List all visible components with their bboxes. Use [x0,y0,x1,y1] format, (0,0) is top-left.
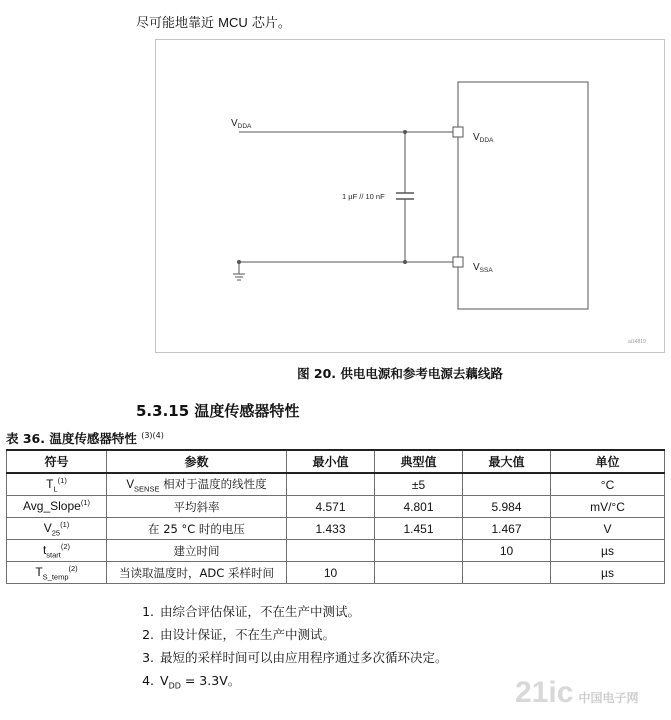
decoupling-diagram [155,39,665,353]
unit-cell: µs [551,540,665,562]
footnote-4: 4. $V_{DD} = 3.3V$。 [158,669,448,698]
table-title [6,429,164,447]
table-header-row [7,450,665,473]
table-row [7,562,665,584]
intro-suffix: 芯片。 [251,16,291,31]
header-symbol: 符号 [7,450,107,473]
symbol-cell: $T_L^{(1)}$ [7,473,107,496]
unit-cell: mV/°C [551,496,665,518]
parameter-cell: 平均斜率 [107,496,287,518]
watermark-site: 中国电子网 [578,691,639,705]
header-max: 最大值 [463,450,551,473]
junction-dot-bottom [403,260,407,264]
typ-cell: 4.801 [375,496,463,518]
symbol-cell: Avg_Slope$^{(1)}$ [7,496,107,518]
unit-cell: °C [551,473,665,496]
section-heading: 5.3.15 温度传感器特性 [136,402,300,420]
intro-text [136,12,291,31]
table-title-text: 表 36. 温度传感器特性 [6,431,137,446]
typ-cell [375,540,463,562]
intro-mcu: MCU [218,15,248,30]
vssa-pin-label: $V_{SSA}$ [473,262,493,274]
min-cell [287,473,375,496]
max-cell: 1.467 [463,518,551,540]
parameter-cell: $V_{SENSE}$ 相对于温度的线性度 [107,473,287,496]
capacitor-label: 1 µF // 10 nF [342,192,385,201]
symbol-cell: $T_{S\_temp}^{(2)}$ [7,562,107,584]
footnotes-list [138,600,448,698]
figure-caption: 图 20. 供电电源和参考电源去藕线路 [297,366,503,381]
table-row [7,518,665,540]
vssa-pin [453,257,463,267]
header-unit: 单位 [551,450,665,473]
vdda-pin [453,127,463,137]
symbol-cell: $V_{25}^{(1)}$ [7,518,107,540]
parameter-cell: 当读取温度时，ADC 采样时间 [107,562,287,584]
junction-dot-top [403,130,407,134]
header-typ: 典型值 [375,450,463,473]
temperature-sensor-table [6,449,665,584]
decoupling-circuit-svg [156,40,664,352]
vdda-left-label: $V_{DDA}$ [231,118,252,130]
typ-cell [375,562,463,584]
table-row [7,496,665,518]
vdda-pin-label: $V_{DDA}$ [473,132,494,144]
min-cell [287,540,375,562]
unit-cell: V [551,518,665,540]
max-cell: 5.984 [463,496,551,518]
typ-cell: 1.451 [375,518,463,540]
parameter-cell: 在 25 °C 时的电压 [107,518,287,540]
header-min: 最小值 [287,450,375,473]
typ-cell: ±5 [375,473,463,496]
site-watermark [515,676,665,716]
table-row [7,540,665,562]
figure-code: ai14819 [628,339,646,345]
intro-prefix: 尽可能地靠近 [136,16,215,31]
table-title-refs: (3)(4) [141,430,164,440]
header-parameter: 参数 [107,450,287,473]
table-row [7,473,665,496]
min-cell: 10 [287,562,375,584]
parameter-cell: 建立时间 [107,540,287,562]
footnote-3: 3. 最短的采样时间可以由应用程序通过多次循环决定。 [158,646,448,669]
watermark-logo: 21ic [515,676,574,709]
max-cell [463,562,551,584]
footnote-2: 2. 由设计保证，不在生产中测试。 [158,623,448,646]
unit-cell: µs [551,562,665,584]
min-cell: 1.433 [287,518,375,540]
symbol-cell: $t_{start}^{(2)}$ [7,540,107,562]
footnote-1: 1. 由综合评估保证，不在生产中测试。 [158,600,448,623]
max-cell [463,473,551,496]
max-cell: 10 [463,540,551,562]
mcu-block [458,82,588,309]
ground-dot [237,260,241,264]
min-cell: 4.571 [287,496,375,518]
